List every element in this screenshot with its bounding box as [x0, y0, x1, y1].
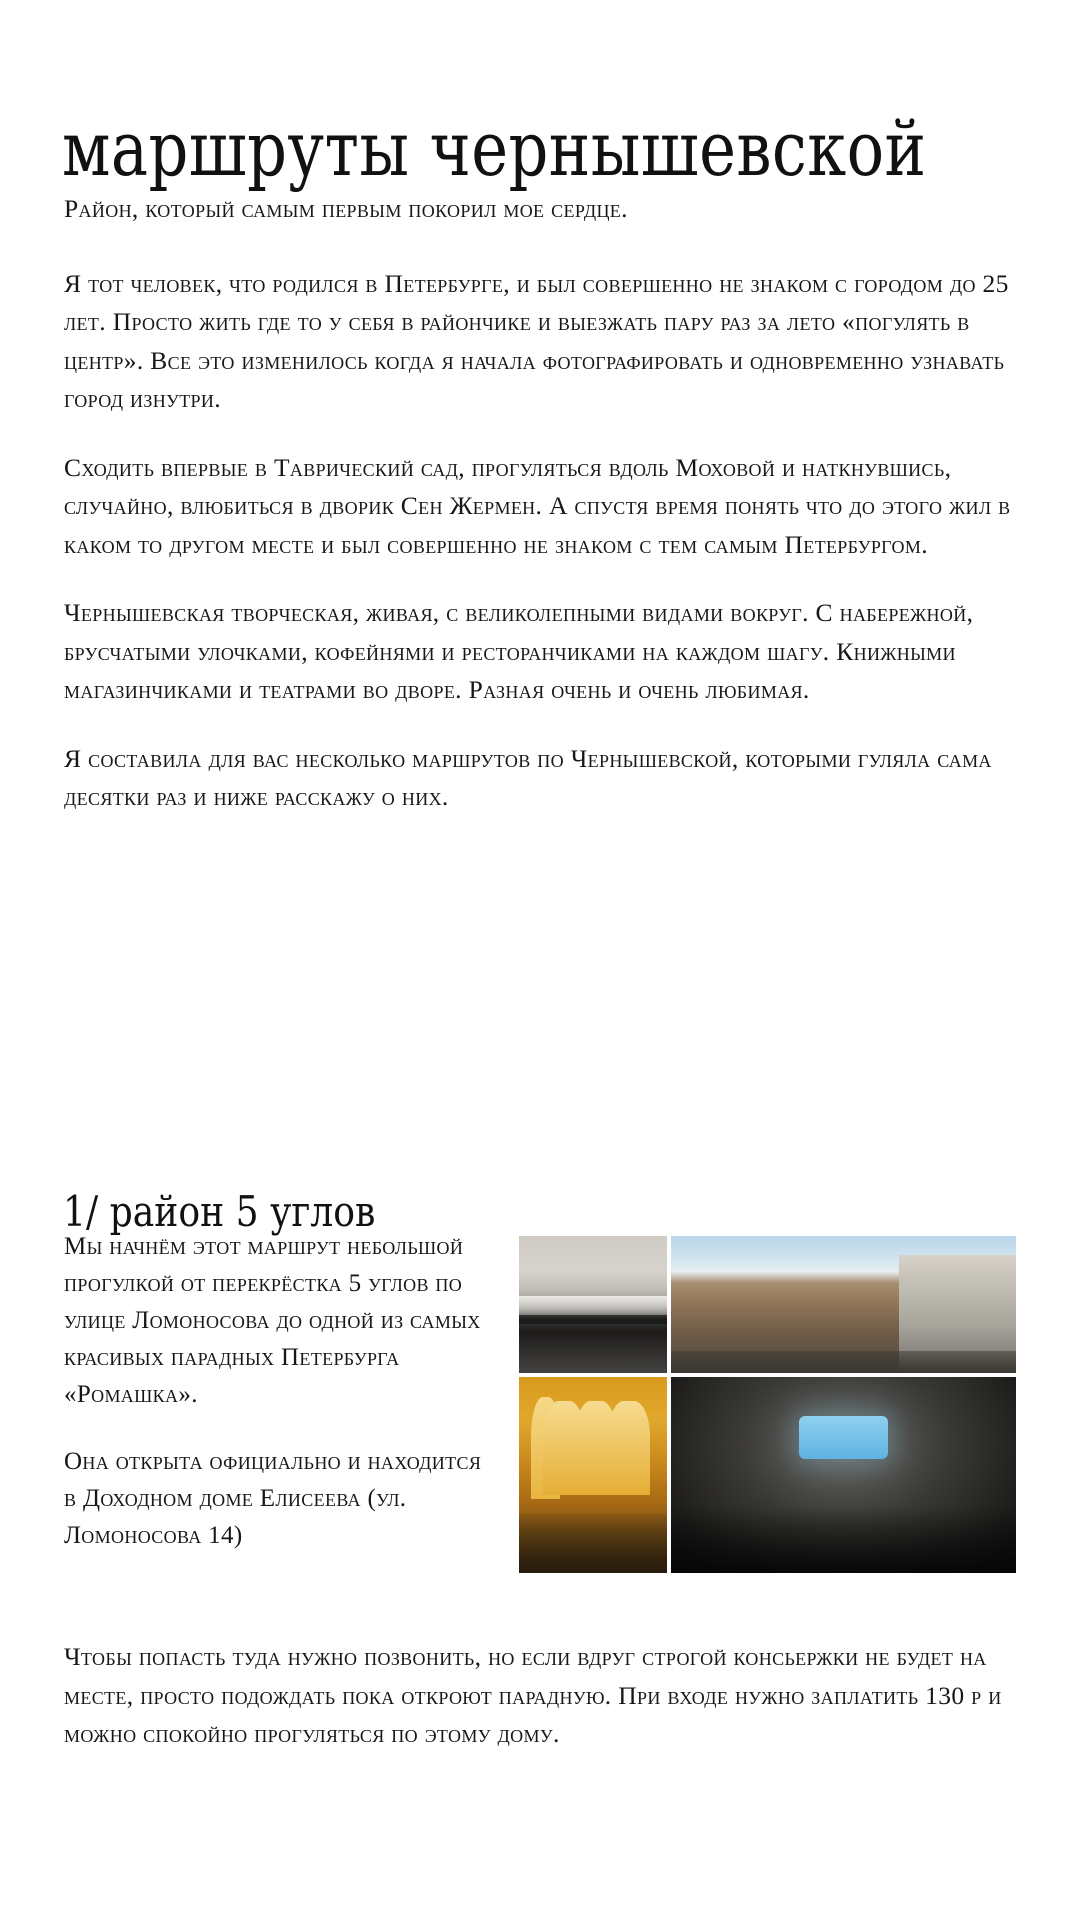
photo-street: [671, 1236, 1016, 1373]
intro-paragraph-3: Сходить впервые в Таврический сад, прогуляться вдоль Моховой и наткнувшись, случайно, влюбиться в дворик Сен Жермен. А спустя время понять что до этого жил в каком то другом месте и был совершенно не знаком с тем самым Петербургом.: [64, 452, 1011, 559]
intro-paragraph-5: Я составила для вас несколько маршрутов по Чернышевской, которыми гуляла сама десятки раз и ниже расскажу о них.: [64, 743, 992, 811]
intro-paragraph-1: Район, который самым первым покорил мое сердце.: [64, 194, 628, 223]
photo-courtyard: [671, 1377, 1016, 1573]
route-description: [64, 1228, 484, 1584]
stairwell-window: [608, 1401, 650, 1495]
intro-paragraph-2: Я тот человек, что родился в Петербурге, и был совершенно не знаком с городом до 25 лет. Просто жить где то у себя в райончике и выезжать пару раз за лето «погулять в центр». Все это изменилось когда я начала фотографировать и одновременно узнавать город изнутри.: [64, 268, 1009, 413]
closing-paragraph: Чтобы попасть туда нужно позвонить, но если вдруг строгой консьержки не будет на месте, просто подождать пока откроют парадную. При входе нужно заплатить 130 р и можно спокойно прогуляться по этому дому.: [64, 1642, 1002, 1748]
section-heading-route-1: 1/ район 5 углов: [63, 1186, 376, 1236]
photo-river: [519, 1236, 667, 1373]
route-paragraph-2: Она открыта официально и находится в Доходном доме Елисеева (ул. Ломоносова 14): [64, 1448, 482, 1549]
page-title: маршруты чернышевской: [62, 103, 927, 193]
intro-paragraph-4: Чернышевская творческая, живая, с великолепными видами вокруг. С набережной, брусчатыми улочками, кофейнями и ресторанчиками на каждом шагу. Книжными магазинчиками и театрами во дворе. Разная очень и очень любимая.: [64, 598, 974, 704]
photo-grid: [519, 1236, 1016, 1573]
intro-section: [64, 190, 1016, 851]
closing-section: [64, 1638, 1016, 1754]
route-paragraph-1: Мы начнём этот маршрут небольшой прогулкой от перекрёстка 5 углов по улице Ломоносова до одной из самых красивых парадных Петербурга «Ромашка».: [64, 1233, 481, 1408]
photo-stairs: [519, 1377, 667, 1573]
